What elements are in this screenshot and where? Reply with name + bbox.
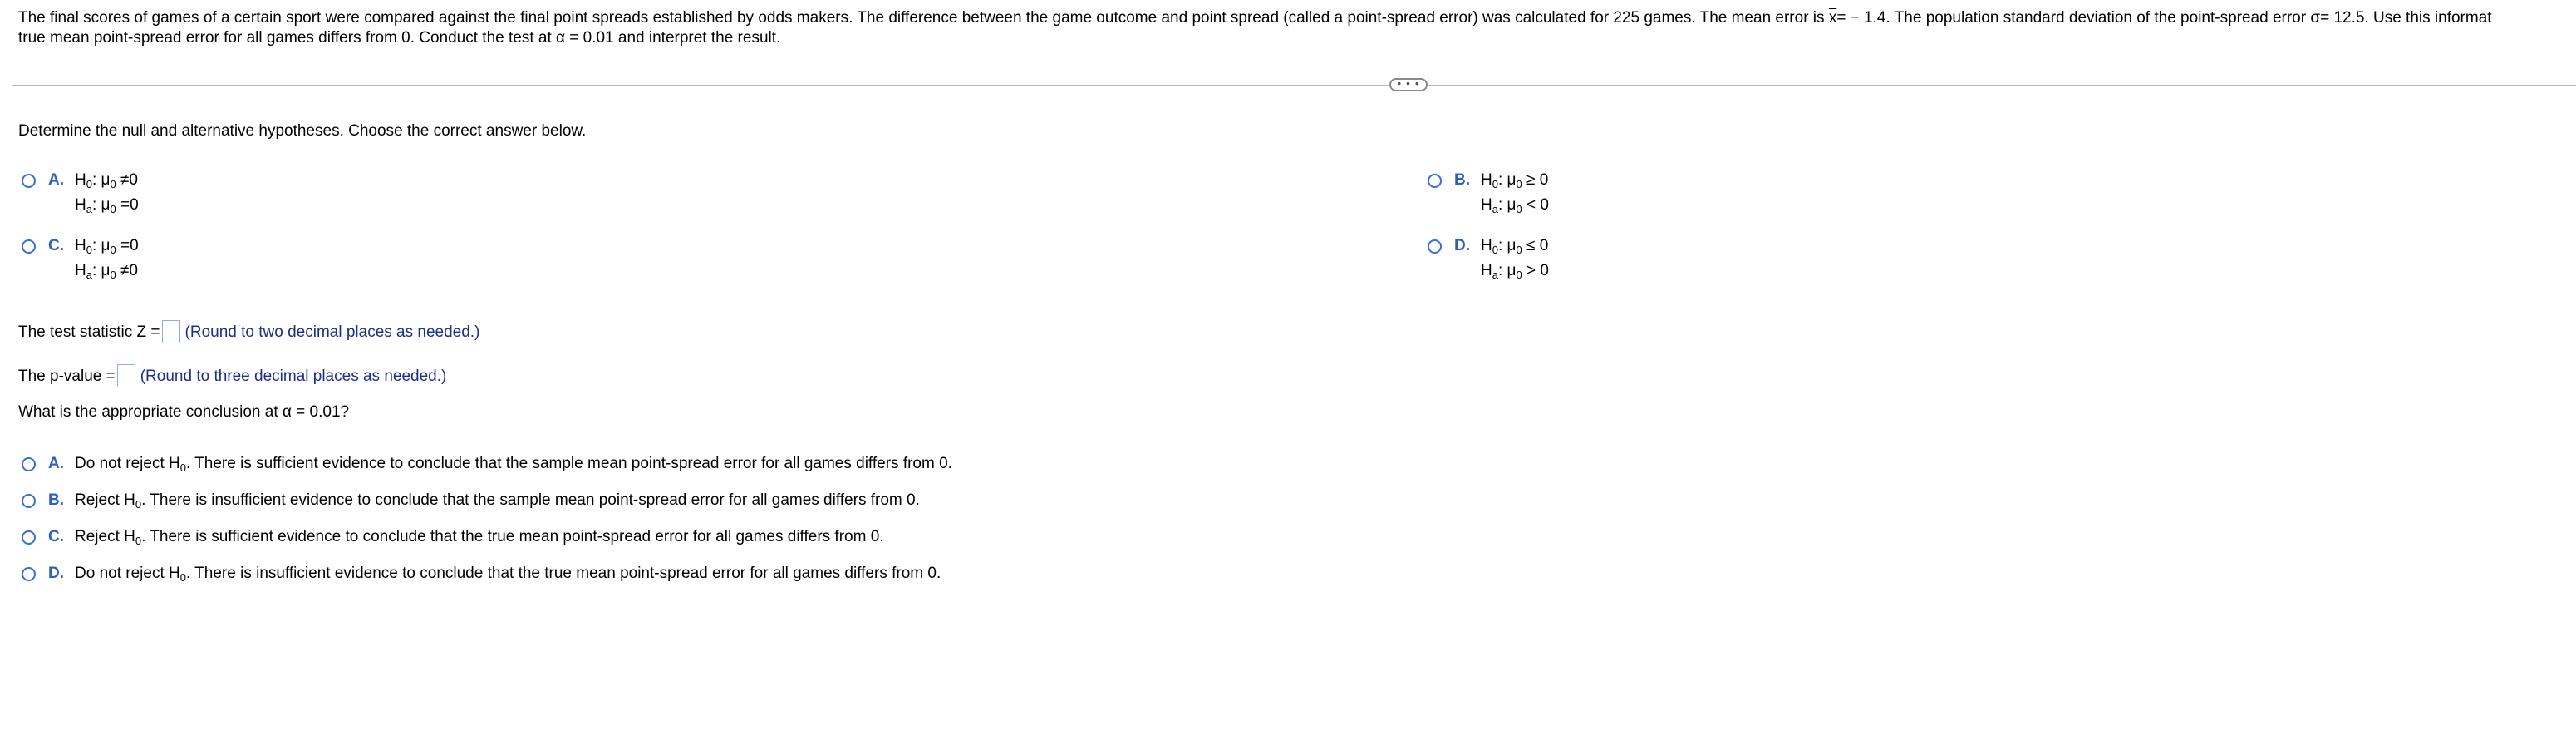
test-statistic-input[interactable] bbox=[162, 320, 180, 343]
p-value-input[interactable] bbox=[117, 364, 135, 387]
question-line-2: true mean point-spread error for all games differs from 0. Conduct the test at α = 0.01 and interpret the result. bbox=[18, 29, 781, 47]
option-text: Reject $H_0$. There is sufficient evidence to conclude that the true mean point-spread error for all games differs from 0. bbox=[75, 528, 884, 547]
alternative-hypothesis: $H_a$: $\mu_0 < 0$ bbox=[1481, 196, 1549, 215]
p-value-label: The p-value = bbox=[18, 368, 116, 385]
hypothesis-pair bbox=[75, 235, 139, 285]
radio-icon[interactable] bbox=[22, 239, 36, 254]
question-line-1-post: The population standard deviation of the point-spread error σ= 12.5. Use this informat bbox=[1890, 9, 2492, 27]
alternative-hypothesis: $H_a$: $\mu_0 > 0$ bbox=[1481, 262, 1549, 281]
section-divider bbox=[12, 85, 2576, 86]
null-hypothesis: $H_0$: $\mu_0 =0$ bbox=[75, 237, 139, 256]
radio-icon[interactable] bbox=[22, 530, 36, 545]
option-letter: D. bbox=[48, 565, 64, 582]
radio-icon[interactable] bbox=[1428, 174, 1442, 188]
radio-icon[interactable] bbox=[22, 567, 36, 581]
expand-button[interactable]: • • • bbox=[1389, 78, 1428, 91]
option-letter: D. bbox=[1454, 237, 1470, 254]
option-letter: A. bbox=[48, 171, 64, 189]
question-text bbox=[18, 8, 2576, 48]
hypothesis-pair bbox=[1481, 235, 1549, 285]
null-hypothesis: $H_0$: $\mu_0 \le 0$ bbox=[1481, 237, 1549, 256]
option-text: Reject $H_0$. There is insufficient evidence to conclude that the sample mean point-spread error for all games differs from 0. bbox=[75, 491, 920, 511]
question-line-1 bbox=[18, 8, 2576, 28]
test-statistic-row bbox=[18, 320, 479, 343]
option-letter: C. bbox=[48, 237, 64, 254]
p-value-hint: (Round to three decimal places as needed.) bbox=[140, 368, 447, 385]
option-letter: A. bbox=[48, 455, 64, 472]
alternative-hypothesis: $H_a$: $\mu_0 \ne 0$ bbox=[75, 262, 138, 281]
xbar-symbol: $\overline{x}$ bbox=[1828, 9, 1837, 27]
hypothesis-pair bbox=[1481, 170, 1549, 220]
xbar-value: = − 1.4. bbox=[1836, 9, 1890, 27]
option-text: Do not reject $H_0$. There is insufficient evidence to conclude that the true mean point-spread error for all games differs from 0. bbox=[75, 565, 941, 584]
alternative-hypothesis: $H_a$: $\mu_0 =0$ bbox=[75, 196, 139, 215]
test-statistic-hint: (Round to two decimal places as needed.) bbox=[184, 323, 480, 341]
radio-icon[interactable] bbox=[1428, 239, 1442, 254]
option-letter: B. bbox=[1454, 171, 1470, 189]
hypotheses-prompt: Determine the null and alternative hypotheses. Choose the correct answer below. bbox=[18, 122, 587, 140]
option-letter: B. bbox=[48, 491, 64, 509]
test-statistic-label: The test statistic Z = bbox=[18, 323, 160, 341]
null-hypothesis: $H_0$: $\mu_0 \ge 0$ bbox=[1481, 171, 1549, 190]
option-letter: C. bbox=[48, 528, 64, 545]
option-text: Do not reject $H_0$. There is sufficient evidence to conclude that the sample mean point-spread error for all games differs from 0. bbox=[75, 455, 952, 474]
conclusion-prompt: What is the appropriate conclusion at α = 0.01? bbox=[18, 403, 350, 421]
radio-icon[interactable] bbox=[22, 494, 36, 508]
p-value-row bbox=[18, 364, 446, 387]
hypothesis-pair bbox=[75, 170, 139, 220]
question-line-1-pre: The final scores of games of a certain sport were compared against the final point spreads established by odds makers. The difference between the game outcome and point spread (called a point-spread error) was calculated for 225 games. The mean error is bbox=[18, 9, 1829, 27]
radio-icon[interactable] bbox=[22, 174, 36, 188]
null-hypothesis: $H_0$: $\mu_0 \ne 0$ bbox=[75, 171, 138, 190]
radio-icon[interactable] bbox=[22, 457, 36, 471]
